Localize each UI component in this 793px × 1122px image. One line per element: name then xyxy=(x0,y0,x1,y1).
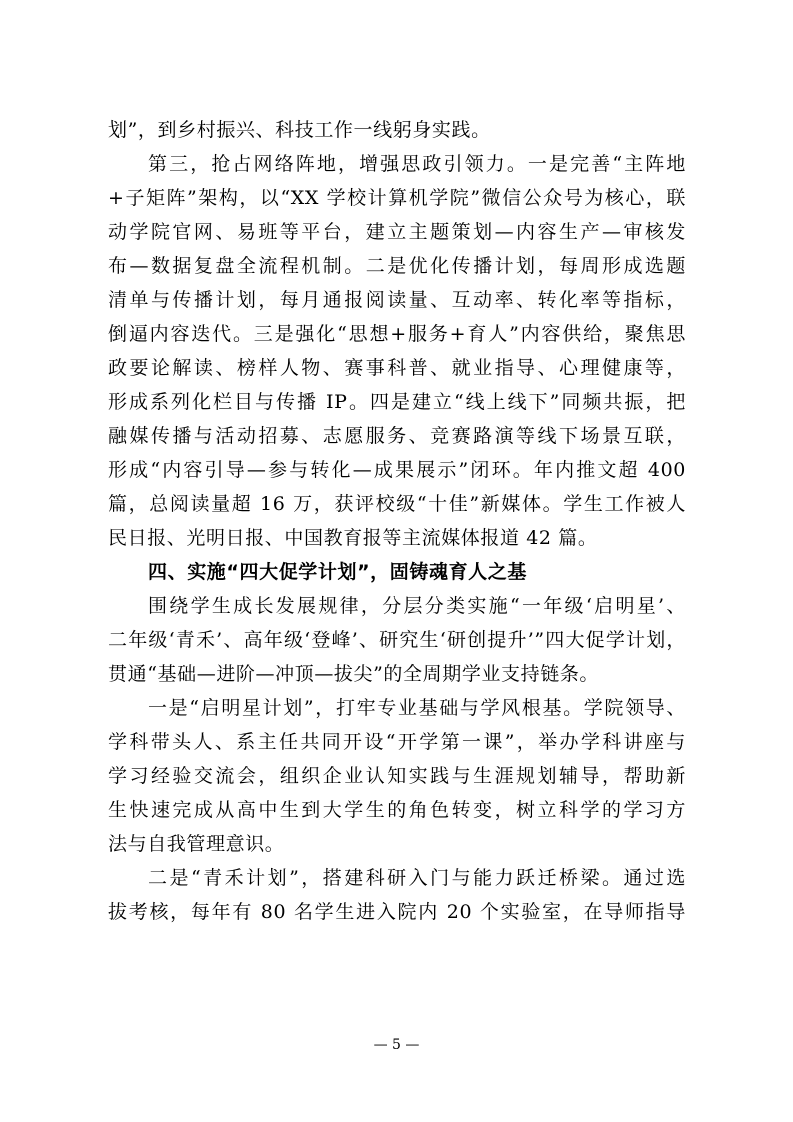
section-heading: 四、实施“四大促学计划”，固铸魂育人之基 xyxy=(148,561,527,583)
text-line: 第三，抢占网络阵地，增强思政引领力。一是完善“主阵地 xyxy=(148,153,686,175)
text-line: 学科带头人、系主任共同开设“开学第一课”，举办学科讲座与 xyxy=(108,731,686,753)
text-line: 围绕学生成长发展规律，分层分类实施“一年级‘启明星’、 xyxy=(148,595,686,617)
text-line: 融媒传播与活动招募、志愿服务、竞赛路演等线下场景互联， xyxy=(108,425,686,447)
page-number: — 5 — xyxy=(373,1037,420,1053)
text-line: 二是“青禾计划”，搭建科研入门与能力跃迁桥梁。通过选 xyxy=(148,867,686,889)
text-line: 二年级‘青禾’、高年级‘登峰’、研究生‘研创提升’”四大促学计划， xyxy=(108,629,686,651)
text-line: 政要论解读、榜样人物、赛事科普、就业指导、心理健康等， xyxy=(108,357,686,379)
text-line: 一是“启明星计划”，打牢专业基础与学风根基。学院领导、 xyxy=(148,697,686,719)
text-line: 动学院官网、易班等平台，建立主题策划—内容生产—审核发 xyxy=(108,221,686,243)
document-page xyxy=(108,113,686,929)
text-line: 清单与传播计划，每月通报阅读量、互动率、转化率等指标， xyxy=(108,289,686,311)
text-line: +子矩阵”架构，以“XX 学校计算机学院”微信公众号为核心，联 xyxy=(108,187,686,209)
text-line: 贯通“基础—进阶—冲顶—拔尖”的全周期学业支持链条。 xyxy=(108,663,600,685)
text-line: 民日报、光明日报、中国教育报等主流媒体报道 42 篇。 xyxy=(108,527,598,549)
text-line: 篇，总阅读量超 16 万，获评校级“十佳”新媒体。学生工作被人 xyxy=(108,493,686,515)
text-line: 生快速完成从高中生到大学生的角色转变，树立科学的学习方 xyxy=(108,799,686,821)
text-line: 拔考核，每年有 80 名学生进入院内 20 个实验室，在导师指导 xyxy=(108,901,686,923)
text-line: 形成系列化栏目与传播 IP。四是建立“线上线下”同频共振，把 xyxy=(108,391,686,413)
text-line: 倒逼内容迭代。三是强化“思想+服务+育人”内容供给，聚焦思 xyxy=(108,323,686,345)
text-line: 形成“内容引导—参与转化—成果展示”闭环。年内推文超 400 xyxy=(108,459,686,481)
text-line: 学习经验交流会，组织企业认知实践与生涯规划辅导，帮助新 xyxy=(108,765,686,787)
text-line: 法与自我管理意识。 xyxy=(108,833,285,855)
text-line: 划”，到乡村振兴、科技工作一线躬身实践。 xyxy=(108,119,491,141)
text-line: 布—数据复盘全流程机制。二是优化传播计划，每周形成选题 xyxy=(108,255,686,277)
